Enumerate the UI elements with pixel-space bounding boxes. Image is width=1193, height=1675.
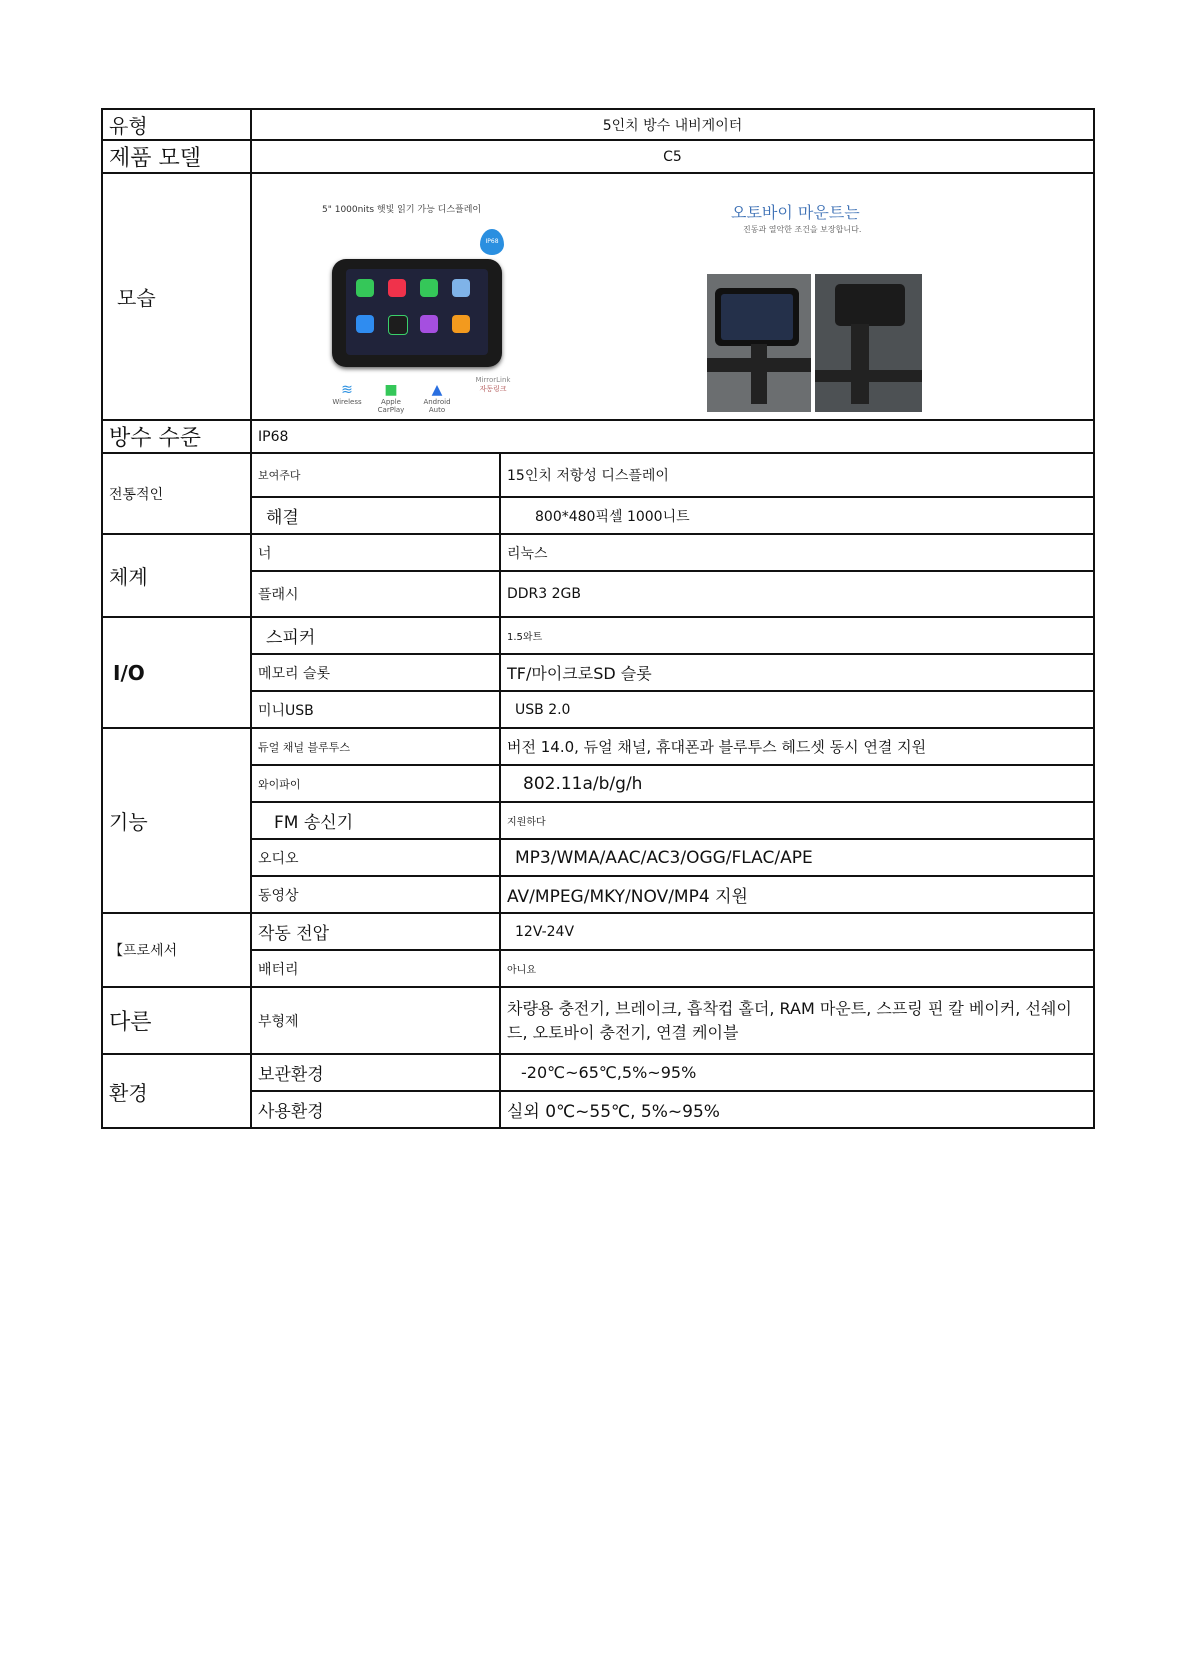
- name-speaker: 스피커: [251, 617, 500, 654]
- mounted-device-screen: [721, 294, 793, 340]
- row-environment-2: [102, 1091, 1094, 1128]
- mirrorlink-logo: [465, 376, 521, 394]
- row-function-3: [102, 802, 1094, 839]
- row-model: [102, 140, 1094, 173]
- row-function-2: [102, 765, 1094, 802]
- wireless-label: Wireless: [332, 398, 362, 406]
- device-screen: [346, 269, 488, 355]
- row-image: [102, 173, 1094, 420]
- name-os: 너: [251, 534, 500, 571]
- label-environment: 환경: [102, 1054, 251, 1128]
- row-function-1: [102, 728, 1094, 765]
- mirrorlink-label: MirrorLink: [475, 376, 511, 384]
- name-memory-slot: 메모리 슬롯: [251, 654, 500, 691]
- name-video: 동영상: [251, 876, 500, 913]
- value-wifi: 802.11a/b/g/h: [500, 765, 1094, 802]
- product-image-mount: [707, 184, 922, 412]
- row-waterproof: [102, 420, 1094, 453]
- audiobooks-app-icon: [452, 315, 470, 333]
- podcasts-app-icon: [420, 315, 438, 333]
- value-memory-slot: TF/마이크로SD 슬롯: [500, 654, 1094, 691]
- spotify-app-icon: [388, 315, 408, 335]
- name-fm: FM 송신기: [251, 802, 500, 839]
- name-flash: 플래시: [251, 571, 500, 617]
- row-io-1: [102, 617, 1094, 654]
- maps-app-icon: [452, 279, 470, 297]
- value-fm: 지원하다: [500, 802, 1094, 839]
- value-speaker: 1.5와트: [500, 617, 1094, 654]
- now-playing-app-icon: [356, 315, 374, 333]
- value-accessories: 차량용 충전기, 브레이크, 흡착컵 홀더, RAM 마운트, 스프링 핀 칼 베이커, 선쉐이드, 오토바이 충전기, 연결 케이블: [500, 987, 1094, 1054]
- value-voltage: 12V-24V: [500, 913, 1094, 950]
- name-display: 보여주다: [251, 453, 500, 497]
- name-battery: 배터리: [251, 950, 500, 987]
- row-display-1: [102, 453, 1094, 497]
- connectivity-logos: [327, 376, 527, 414]
- value-battery: 아니요: [500, 950, 1094, 987]
- row-processor-1: [102, 913, 1094, 950]
- ip68-badge: IP68: [480, 229, 504, 255]
- value-usage-env: 실외 0℃~55℃, 5%~95%: [500, 1091, 1094, 1128]
- navigator-device: [332, 259, 502, 367]
- music-app-icon: [388, 279, 406, 297]
- label-system: 체계: [102, 534, 251, 617]
- mount-subtitle: 진동과 열악한 조건을 보장합니다.: [743, 225, 862, 234]
- label-other: 다른: [102, 987, 251, 1054]
- row-other: [102, 987, 1094, 1054]
- name-wifi: 와이파이: [251, 765, 500, 802]
- mount-photo-front: [707, 274, 811, 412]
- carplay-icon: ■: [384, 382, 398, 398]
- row-processor-2: [102, 950, 1094, 987]
- value-flash: DDR3 2GB: [500, 571, 1094, 617]
- mount-bar: [851, 324, 869, 404]
- wifi-icon: ≋: [341, 382, 353, 398]
- row-function-4: [102, 839, 1094, 876]
- label-function: 기능: [102, 728, 251, 913]
- name-audio: 오디오: [251, 839, 500, 876]
- carplay-label: Apple CarPlay: [377, 398, 405, 414]
- spec-table: [101, 108, 1095, 1129]
- name-storage-env: 보관환경: [251, 1054, 500, 1091]
- carplay-logo: [371, 382, 411, 414]
- label-processor: 【프로세서: [102, 913, 251, 987]
- row-io-3: [102, 691, 1094, 728]
- value-audio: MP3/WMA/AAC/AC3/OGG/FLAC/APE: [500, 839, 1094, 876]
- value-os: 리눅스: [500, 534, 1094, 571]
- android-auto-label: Android Auto: [423, 398, 451, 414]
- label-image: 모습: [102, 173, 251, 420]
- value-storage-env: -20℃~65℃,5%~95%: [500, 1054, 1094, 1091]
- name-bluetooth: 듀얼 채널 블루투스: [251, 728, 500, 765]
- label-waterproof: 방수 수준: [102, 420, 251, 453]
- product-image-device: [302, 184, 532, 414]
- mount-arm: [751, 344, 767, 404]
- name-resolution: 해결: [251, 497, 500, 534]
- label-model: 제품 모델: [102, 140, 251, 173]
- android-auto-logo: [417, 382, 457, 414]
- label-io: I/O: [102, 617, 251, 728]
- mount-photo-side: [815, 274, 922, 412]
- mounted-device: [715, 288, 799, 346]
- image-caption: 5" 1000nits 햇빛 읽기 가능 디스플레이: [322, 205, 482, 215]
- android-auto-icon: ▲: [431, 382, 443, 398]
- row-type: [102, 109, 1094, 140]
- value-model: C5: [251, 140, 1094, 173]
- name-usage-env: 사용환경: [251, 1091, 500, 1128]
- value-usb: USB 2.0: [500, 691, 1094, 728]
- name-mini-usb: 미니USB: [251, 691, 500, 728]
- name-accessories: 부형제: [251, 987, 500, 1054]
- value-display: 15인치 저항성 디스플레이: [500, 453, 1094, 497]
- row-environment-1: [102, 1054, 1094, 1091]
- value-waterproof: IP68: [251, 420, 1094, 453]
- product-images: [251, 173, 1094, 420]
- row-system-2: [102, 571, 1094, 617]
- name-voltage: 작동 전압: [251, 913, 500, 950]
- row-function-5: [102, 876, 1094, 913]
- messages-app-icon: [420, 279, 438, 297]
- wireless-logo: [327, 382, 367, 406]
- value-resolution: 800*480픽셀 1000니트: [500, 497, 1094, 534]
- row-system-1: [102, 534, 1094, 571]
- phone-app-icon: [356, 279, 374, 297]
- row-io-2: [102, 654, 1094, 691]
- value-video: AV/MPEG/MKY/NOV/MP4 지원: [500, 876, 1094, 913]
- value-type: 5인치 방수 내비게이터: [251, 109, 1094, 140]
- mirrorlink-korean-label: 자동링크: [479, 385, 507, 393]
- value-bluetooth: 버전 14.0, 듀얼 채널, 휴대폰과 블루투스 헤드셋 동시 연결 지원: [500, 728, 1094, 765]
- mount-title: 오토바이 마운트는: [731, 203, 860, 222]
- row-display-2: [102, 497, 1094, 534]
- mount-base: [815, 370, 922, 382]
- mount-clamp: [835, 284, 905, 326]
- label-display: 전통적인: [102, 453, 251, 534]
- label-type: 유형: [102, 109, 251, 140]
